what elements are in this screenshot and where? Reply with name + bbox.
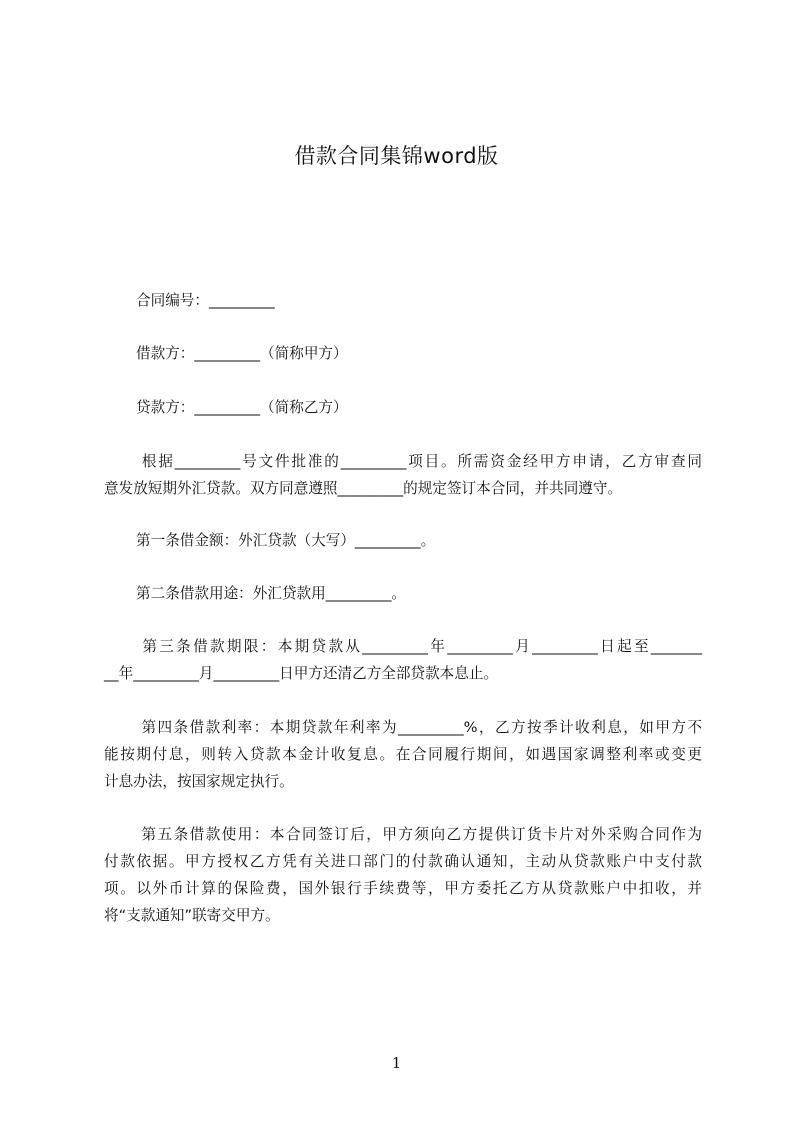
- article-2: 第二条借款用途：外汇贷款用_________。: [136, 585, 406, 602]
- article-5-line-2: 付款依据。甲方授权乙方凭有关进口部门的付款确认通知，主动从贷款账户中支付款: [104, 853, 702, 870]
- page-number: 1: [391, 1054, 402, 1072]
- article-4-line-3: 计息办法，按国家规定执行。: [104, 773, 294, 790]
- lender-field: [104, 394, 702, 421]
- contract-number-text: 合同编号：_________: [136, 292, 275, 309]
- preamble-line-1: 根据_________号文件批准的_________项目。所需资金经甲方申请，乙方审查同: [140, 453, 702, 470]
- article-1: 第一条借金额：外汇贷款（大写）_________。: [136, 532, 436, 549]
- borrower-field: [104, 340, 702, 367]
- document-title: 借款合同集锦word版: [294, 144, 499, 168]
- article-5-line-3: 项。以外币计算的保险费，国外银行手续费等，甲方委托乙方从贷款账户中扣收，并: [104, 880, 702, 897]
- article-4-line-1: 第四条借款利率：本期贷款年利率为_________%，乙方按季计收利息，如甲方不: [140, 719, 702, 736]
- article-3-line-1: 第三条借款期限：本期贷款从_________年_________月_________日起至_______: [140, 638, 702, 655]
- article-3-line-2: __年_________月_________日甲方还清乙方全部贷款本息止。: [104, 665, 499, 682]
- article-5-line-4: 将“支款通知”联寄交甲方。: [104, 907, 280, 924]
- article-4-line-2: 能按期付息，则转入贷款本金计收复息。在合同履行期间，如遇国家调整利率或变更: [104, 746, 702, 763]
- contract-number-field: [104, 287, 702, 314]
- preamble-line-2: 意发放短期外汇贷款。双方同意遵照_________的规定签订本合同，并共同遵守。: [104, 480, 623, 497]
- borrower-text: 借款方：_________（简称甲方）: [136, 345, 348, 362]
- lender-text: 贷款方：_________（简称乙方）: [136, 399, 348, 416]
- article-5-line-1: 第五条借款使用：本合同签订后，甲方须向乙方提供订货卡片对外采购合同作为: [140, 826, 702, 843]
